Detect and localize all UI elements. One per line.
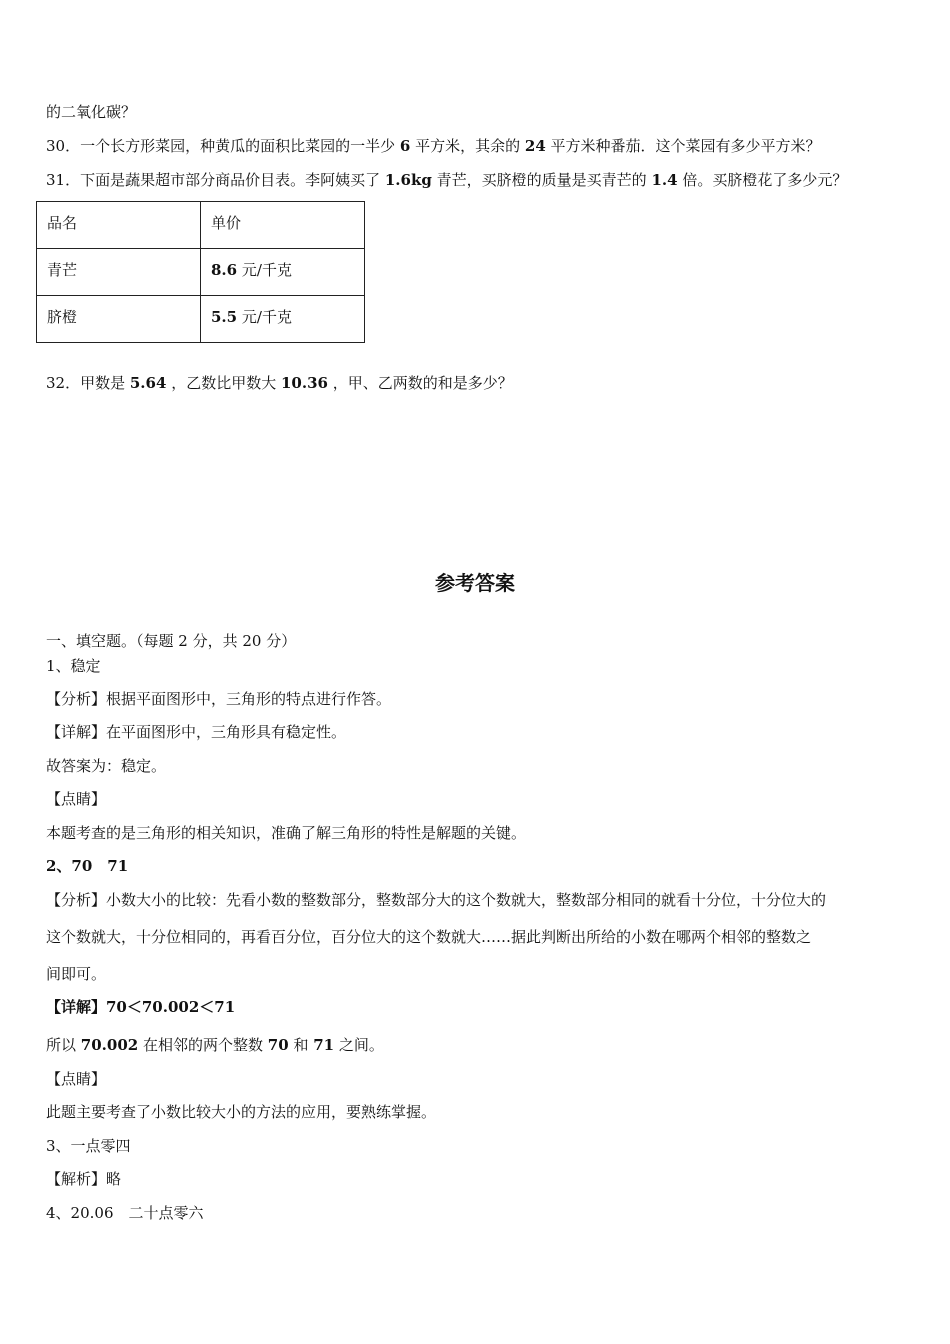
answer-3-analysis: 【解析】略 [46, 1170, 122, 1188]
cell-price [201, 249, 365, 296]
conclusion-and: 和 [293, 1036, 309, 1054]
q30-suffix: 平方米种番茄．这个菜园有多少平方米？ [550, 137, 821, 155]
answer-4-head: 4、20.06 二十点零六 [46, 1204, 204, 1222]
q30-number-2: 24 [524, 137, 546, 155]
cell-name: 脐橙 [37, 296, 201, 343]
answer-2-analysis-2: 这个数就大，十分位相同的，再看百分位，百分位大的这个数就大……据此判断出所给的小数在哪两个相邻的整数之 [46, 928, 812, 946]
answer-1-detail: 【详解】在平面图形中，三角形具有稳定性。 [46, 723, 347, 741]
q31-mid: 青芒，买脐橙的质量是买青芒的 [436, 171, 647, 189]
conclusion-number-3: 71 [313, 1036, 335, 1054]
q29-tail: 的二氧化碳？ [46, 103, 137, 121]
answer-1-answer: 故答案为：稳定。 [46, 757, 167, 775]
table-row [37, 296, 365, 343]
q32-prefix: 32．甲数是 [46, 374, 126, 392]
answer-1-tip-label: 【点睛】 [46, 790, 107, 808]
question-32 [46, 373, 513, 393]
price-number: 5.5 [211, 308, 238, 326]
answers-title: 参考答案 [435, 571, 515, 595]
q30-mid: 平方米，其余的 [415, 137, 521, 155]
price-unit: 元/千克 [241, 261, 292, 279]
section-heading: 一、填空题。（每题 2 分，共 20 分） [46, 632, 297, 650]
q31-number-2: 1.4 [651, 171, 678, 189]
answer-1-tip: 本题考查的是三角形的相关知识，准确了解三角形的特性是解题的关键。 [46, 824, 527, 842]
cell-price [201, 296, 365, 343]
conclusion-suffix: 之间。 [338, 1036, 384, 1054]
answer-2-conclusion [46, 1035, 384, 1055]
cell-name: 青芒 [37, 249, 201, 296]
conclusion-number-1: 70.002 [80, 1036, 139, 1054]
conclusion-prefix: 所以 [46, 1036, 77, 1054]
answer-2-tip: 此题主要考查了小数比较大小的方法的应用，要熟练掌握。 [46, 1103, 437, 1121]
q32-suffix: ，甲、乙两数的和是多少？ [332, 374, 513, 392]
q31-prefix: 31．下面是蔬果超市部分商品价目表。李阿姨买了 [46, 171, 381, 189]
header-price: 单价 [201, 202, 365, 249]
q32-mid: ，乙数比甲数大 [171, 374, 277, 392]
price-number: 8.6 [211, 261, 238, 279]
header-name: 品名 [37, 202, 201, 249]
conclusion-number-2: 70 [267, 1036, 289, 1054]
q30-prefix: 30．一个长方形菜园，种黄瓜的面积比菜园的一半少 [46, 137, 396, 155]
conclusion-mid: 在相邻的两个整数 [143, 1036, 264, 1054]
answer-1-head: 1、稳定 [46, 657, 101, 675]
answer-3-head: 3、一点零四 [46, 1137, 131, 1155]
table-header-row [37, 202, 365, 249]
q30-number-1: 6 [399, 137, 411, 155]
q32-number-2: 10.36 [281, 374, 328, 392]
question-31 [46, 170, 847, 190]
answer-2-head: 2、70 71 [46, 857, 129, 875]
answer-2-analysis-3: 间即可。 [46, 965, 107, 983]
answer-1-analysis: 【分析】根据平面图形中，三角形的特点进行作答。 [46, 690, 392, 708]
answer-2-tip-label: 【点睛】 [46, 1070, 107, 1088]
price-unit: 元/千克 [241, 308, 292, 326]
price-table [36, 201, 365, 343]
q31-suffix: 倍。买脐橙花了多少元？ [682, 171, 848, 189]
question-30 [46, 136, 821, 156]
q31-number-1: 1.6kg [384, 171, 432, 189]
table-row [37, 249, 365, 296]
answer-2-analysis-1: 【分析】小数大小的比较：先看小数的整数部分，整数部分大的这个数就大，整数部分相同的就看十分位，十分位大的 [46, 891, 827, 909]
answer-2-detail: 【详解】70＜70.002＜71 [46, 998, 236, 1016]
q32-number-1: 5.64 [129, 374, 167, 392]
